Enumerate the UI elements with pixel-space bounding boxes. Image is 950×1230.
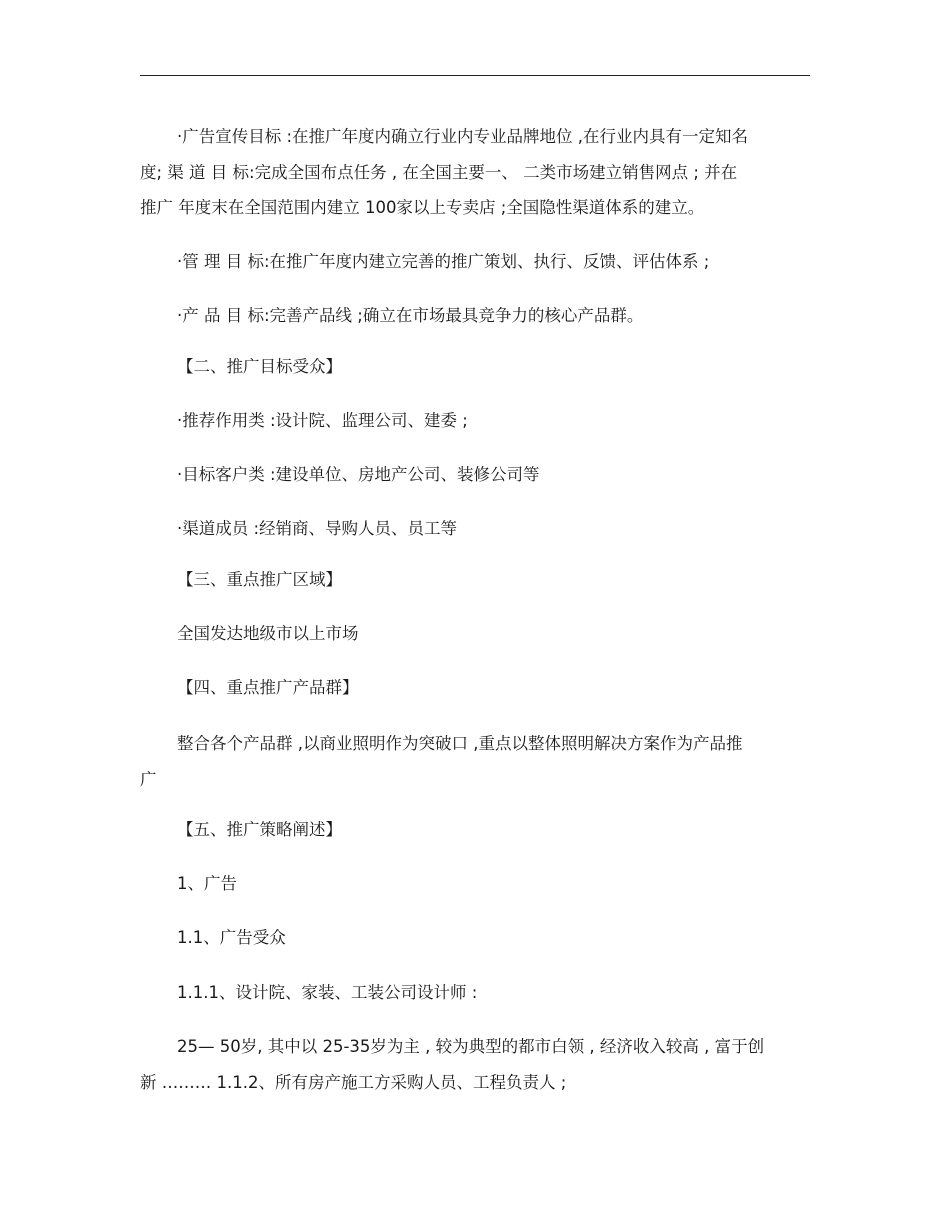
heading-text: 【五、推广策略阐述】 <box>177 820 342 839</box>
product-group-paragraph <box>140 726 810 797</box>
text-line: 全国发达地级市以上市场 <box>177 624 359 643</box>
item-1-1-paragraph <box>140 920 810 956</box>
age-paragraph <box>140 1029 810 1100</box>
item-1-paragraph <box>140 866 810 902</box>
section-5-heading <box>140 812 810 848</box>
text-line: 25— 50岁, 其中以 25-35岁为主 , 较为典型的都市白领 , 经济收入较高 , 富于创 <box>177 1037 765 1056</box>
heading-text: 【四、重点推广产品群】 <box>177 678 359 697</box>
text-line: 1.1、广告受众 <box>177 928 286 947</box>
section-2-heading <box>140 349 810 385</box>
audience-target-paragraph <box>140 457 810 493</box>
audience-recommend-paragraph <box>140 403 810 439</box>
heading-text: 【二、推广目标受众】 <box>177 357 342 376</box>
section-3-heading <box>140 562 810 598</box>
text-line: 推广 年度末在全国范围内建立 100家以上专卖店 ;全国隐性渠道体系的建立。 <box>140 198 705 217</box>
text-line: 度; 渠 道 目 标:完成全国布点任务 , 在全国主要一、 二类市场建立销售网点 ; 并在 <box>140 162 738 182</box>
mgmt-goal-paragraph <box>140 244 810 280</box>
text-line: 整合各个产品群 ,以商业照明作为突破口 ,重点以整体照明解决方案作为产品推 <box>177 734 743 753</box>
text-line: ·产 品 目 标:完善产品线 ;确立在市场最具竞争力的核心产品群。 <box>177 306 644 325</box>
text-line: ·广告宣传目标 :在推广年度内确立行业内专业品牌地位 ,在行业内具有一定知名 <box>177 127 749 146</box>
text-line: 1.1.1、设计院、家装、工装公司设计师 : <box>177 983 478 1002</box>
heading-text: 【三、重点推广区域】 <box>177 570 342 589</box>
text-line: ·渠道成员 :经销商、导购人员、员工等 <box>177 519 458 538</box>
item-1-1-1-paragraph <box>140 975 810 1011</box>
ad-goal-paragraph <box>140 119 810 226</box>
text-line: ·目标客户类 :建设单位、房地产公司、装修公司等 <box>177 465 540 484</box>
text-line: 新 ……… 1.1.2、所有房产施工方采购人员、工程负责人 ; <box>140 1072 567 1092</box>
region-paragraph <box>140 616 810 652</box>
text-line: ·推荐作用类 :设计院、监理公司、建委 ; <box>177 411 468 430</box>
section-4-heading <box>140 670 810 706</box>
header-rule <box>140 75 810 76</box>
text-line: 1、广告 <box>177 874 237 893</box>
product-goal-paragraph <box>140 298 810 334</box>
text-line: 广 <box>140 769 157 789</box>
audience-channel-paragraph <box>140 511 810 547</box>
text-line: ·管 理 目 标:在推广年度内建立完善的推广策划、执行、反馈、评估体系 ; <box>177 252 710 271</box>
